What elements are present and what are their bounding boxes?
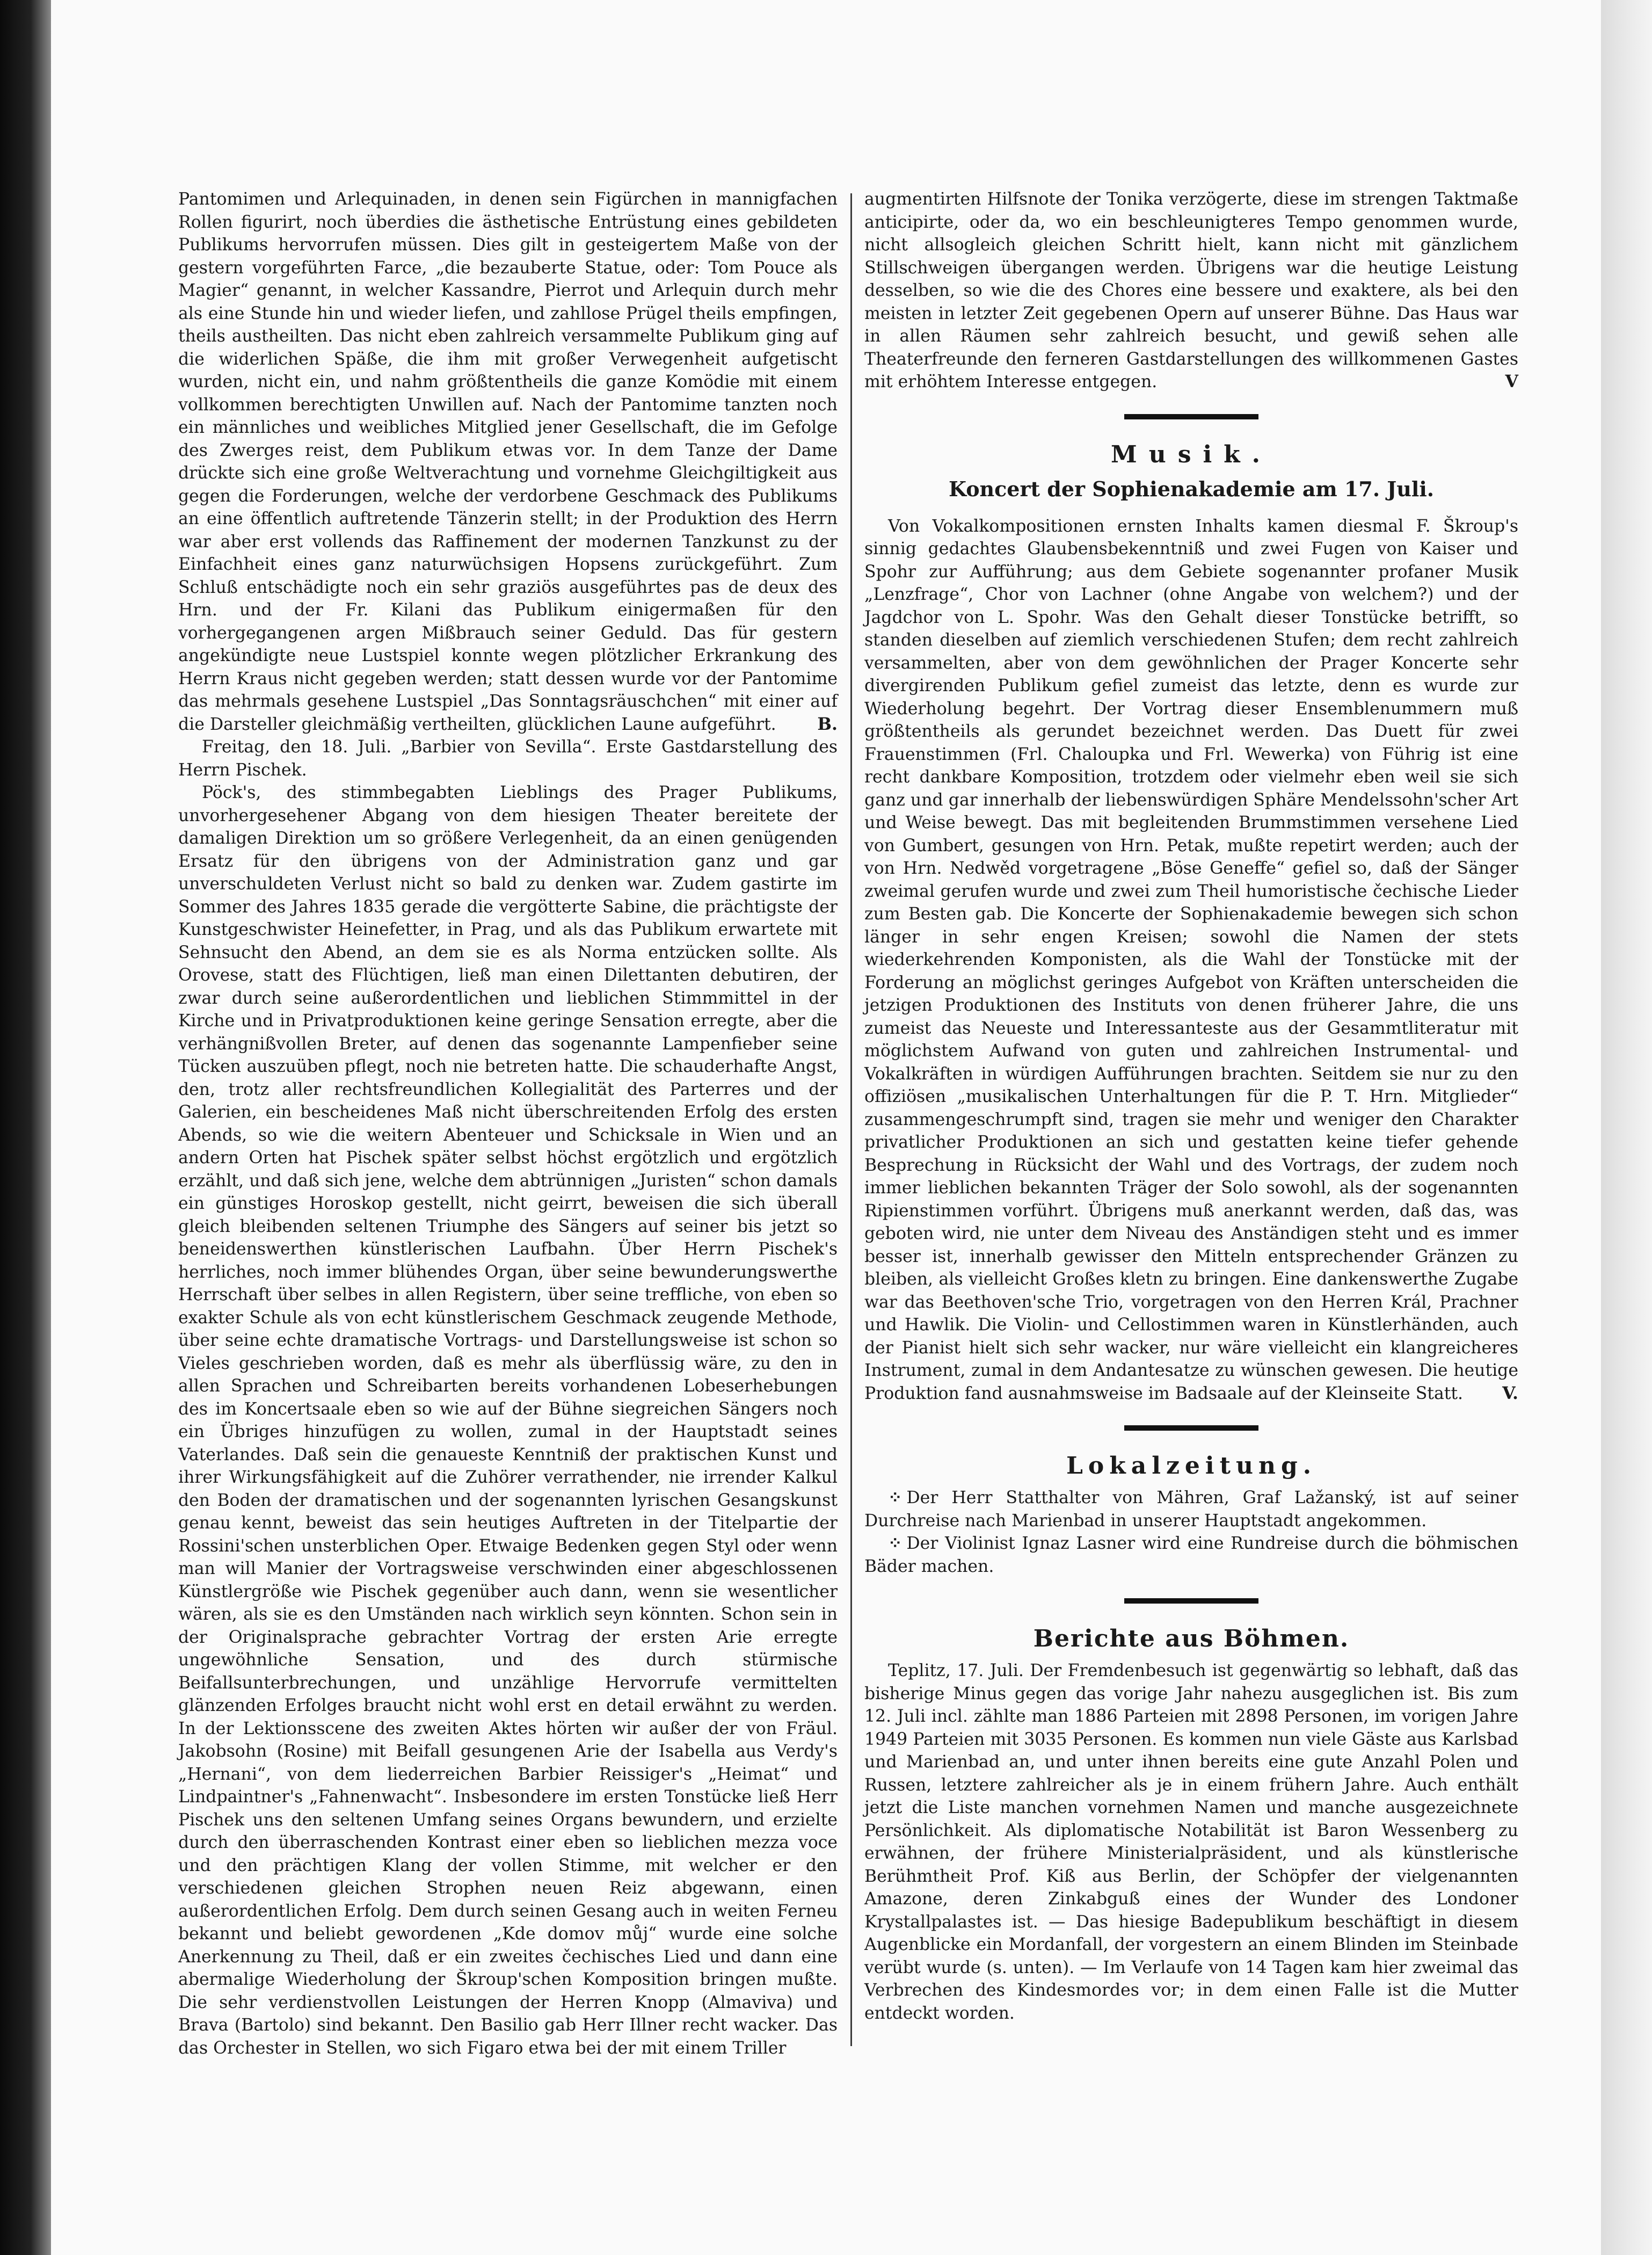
- newspaper-page: [51, 0, 1601, 2255]
- scan-left-edge: [0, 0, 51, 2255]
- local-news-heading: Lokalzeitung.: [1066, 1452, 1317, 1480]
- music-concert-review-text: Von Vokalkompositionen ernsten Inhalts kamen diesmal F. Škroup's sinnig gedachtes Glaubensbekenntniß und zwei Fugen von Kaiser und Spohr zur Aufführung; aus dem Gebiete sogenannter profaner Musik „Lenzfrage“, Chor von Lachner (ohne Angabe von welchem?) und der Jagdchor von L. Spohr. Was den Gehalt dieser Tonstücke betrifft, so standen dieselben auf ziemlich verschiedenen Stufen; dem recht zahlreich versammelten, aber von dem gewöhnlichen der Prager Koncerte sehr divergirenden Publikum gefiel zumeist das letzte, denn es wurde zur Wiederholung begehrt. Der Vortrag dieser Ensemblenummern muß größtentheils als gerundet bezeichnet werden. Das Duett für zwei Frauenstimmen (Frl. Chaloupka und Frl. Wewerka) von Führig ist eine recht dankbare Komposition, trotzdem oder vielmehr eben weil sie sich ganz und gar innerhalb der liebenswürdigen Sphäre Mendelssohn'scher Art und Weise bewegt. Das mit begleitenden Brummstimmen versehene Lied von Gumbert, gesungen von Hrn. Petak, mußte repetirt werden; auch der von Hrn. Nedwěd vorgetragene „Böse Geneffe“ gefiel so, daß der Sänger zweimal gerufen wurde und zwei zum Theil humoristische čechische Lieder zum Besten gab. Die Koncerte der Sophienakademie bewegen sich schon länger in sehr engen Kreisen; sowohl die Namen der stets wiederkehrenden Komponisten, als die Wahl der Tonstücke mit der Forderung an möglichst geringes Aufgebot von Kräften unterscheiden die jetzigen Produktionen des Instituts von denen früherer Jahre, die uns zumeist das Neueste und Interessanteste aus der Gesammtliteratur mit möglichstem Aufwand von guten und zahlreichen Instrumental- und Vokalkräften in würdigen Aufführungen brachten. Seitdem sie nur zu den offiziösen „musikalischen Unterhaltungen für die P. T. Hrn. Mitglieder“ zusammengeschrumpft sind, tragen sie mehr und weniger den Charakter privatlicher Produktionen an sich und gestatten keine tiefer gehende Besprechung in Rücksicht der Wahl und des Vortrags, der zudem noch immer lieblichen bekannten Träger der Solo sowohl, als der sogenannten Ripienstimmen vorführt. Übrigens muß anerkannt werden, daß das, was geboten wird, nie unter dem Niveau des Anständigen steht und es immer besser ist, innerhalb gewisser den Mitteln entsprechender Gränzen zu bleiben, als vielleicht Großes kletn zu bringen. Eine dankenswerthe Zugabe war das Beethoven'sche Trio, vorgetragen von den Herren Král, Prachner und Hawlik. Die Violin- und Cellostimmen waren in Künstlerhänden, auch der Pianist hielt sich sehr wacker, nur wäre vielleicht ein klangreicheres Instrument, zumal in dem Andantesatze zu wünschen gewesen. Die heutige Produktion fand ausnahmsweise im Badsaale auf der Kleinseite Statt.: [864, 516, 1518, 1403]
- scan-right-edge: [1599, 0, 1652, 2255]
- teplitz-report: Teplitz, 17. Juli. Der Fremdenbesuch ist gegenwärtig so lebhaft, daß das bisherige Minus gegen das vorige Jahr nahezu ausgeglichen ist. Bis zum 12. Juli incl. zählte man 1886 Parteien mit 2898 Personen, im vorigen Jahre 1949 Parteien mit 3035 Personen. Es kommen nun viele Gäste aus Karlsbad und Marienbad an, und unter ihnen bereits eine gute Anzahl Polen und Russen, letztere zahlreicher als je in einem frühern Jahre. Auch enthält jetzt die Liste manchen vornehmen Namen und manche ausgezeichnete Persönlichkeit. Als diplomatische Notabilität ist Baron Wessenberg zu erwähnen, der frühere Ministerialpräsident, und als künstlerische Berühmtheit Prof. Kiß aus Berlin, der Schöpfer der vielgenannten Amazone, deren Zinkabguß eines der Wunder des Londoner Krystallpalastes ist. — Das hiesige Badepublikum beschäftigt in diesem Augenblicke ein Mordanfall, der vorgestern an einem Blinden im Steinbade verübt wurde (s. unten). — Im Verlaufe von 14 Tagen kam hier zweimal das Verbrechen des Kindesmordes vor; in dem einen Falle ist die Mutter entdeckt worden.: [864, 1661, 1518, 2023]
- theatre-review-tom-pouce: [178, 188, 838, 736]
- section-rule-music: [1124, 414, 1258, 419]
- music-concert-signature: V.: [1502, 1383, 1518, 1403]
- barbier-review-text: Pöck's, des stimmbegabten Lieblings des Prager Publikums, unvorhergesehener Abgang von dem hiesigen Theater bereitete der damaligen Direktion um so größere Verlegenheit, da an einen genügenden Ersatz für den übrigens von der Administration ganz und gar unverschuldeten Verlust nicht so bald zu denken war. Zudem gastirte im Sommer des Jahres 1835 gerade die vergötterte Sabine, die prächtigste der Kunstgeschwister Heinefetter, in Prag, und als das Publikum erwartete mit Sehnsucht den Abend, an dem sie es als Norma entzücken sollte. Als Orovese, statt des Flüchtigen, ließ man einen Dilettanten debutiren, der zwar durch seine außerordentlichen und lieblichen Stimmmittel in der Kirche und in Privatproduktionen keine geringe Sensation erregte, aber die verhängnißvollen Breter, auf denen das sogenannte Lampenfieber seine Tücken auszuüben pflegt, noch nie betreten hatte. Die schauderhafte Angst, den, trotz aller rechtsfreundlichen Kollegialität des Parterres und der Galerien, ein bescheidenes Maß nicht überschreitenden Erfolg des ersten Abends, so wie die weitern Abenteuer und Schicksale in Wien und an andern Orten hat Pischek später selbst höchst ergötzlich und ergötzlich erzählt, und daß sich jene, welche dem abtrünnigen „Juristen“ schon damals ein günstiges Horoskop gestellt, nicht geirrt, beweisen die sich überall gleich bleibenden seltenen Triumphe des Sängers auf seiner bis jetzt so beneidenswerthen künstlerischen Laufbahn. Über Herrn Pischek's herrliches, noch immer blühendes Organ, über seine bewunderungswerthe Herrschaft über selbes in allen Registern, über seine treffliche, von eben so exakter Schule als von echt künstlerischem Geschmack zeugende Methode, über seine echte dramatische Vortrags- und Darstellungsweise ist schon so Vieles geschrieben worden, daß es mehr als überflüssig wäre, zu den in allen Sprachen und Schreibarten bereits vorhandenen Lobeserhebungen des im Koncertsaale eben so wie auf der Bühne siegreichen Sängers noch ein Übriges hinzufügen zu wollen, zumal in der Hauptstadt seines Vaterlandes. Daß sein die genaueste Kenntniß der praktischen Kunst und ihrer Wirkungsfähigkeit auf die Zuhörer verrathender, nie irrender Kalkul den Boden der dramatischen und der sogenannten lyrischen Gesangskunst genau kennt, beweist das sein heutiges Auftreten in der Titelpartie der Rossini'schen unsterblichen Oper. Etwaige Bedenken gegen Styl oder wenn man will Manier der Vortragsweise verschwinden einer abgeschlossenen Künstlergröße wie Pischek gegenüber auch dann, wenn sie wesentlicher wären, als sie es den Umständen nach wirklich seyn könnten. Schon sein in der Originalsprache gebrachter Vortrag der ersten Arie erregte ungewöhnliche Sensation, und des durch stürmische Beifallsunterbrechungen, und unzählige Hervorrufe vermittelten glänzenden Erfolges braucht nicht wohl erst en detail erwähnt zu werden. In der Lektionsscene des zweiten Aktes hörten wir außer der von Fräul. Jakobsohn (Rosine) mit Beifall gesungenen Arie der Isabella aus Verdy's „Hernani“, von dem liederreichen Barbier Reissiger's „Heimat“ und Lindpaintner's „Fahnenwacht“. Insbesondere im ersten Tonstücke ließ Herr Pischek uns den seltenen Umfang seines Organs bewundern, und erzielte durch den überraschenden Kontrast einer eben so lieblichen mezza voce und den prächtigen Klang der vollen Stimme, mit welcher er den verschiedenen gleichen Strophen neuen Reiz abgewann, einen außerordentlichen Erfolg. Dem durch seinen Gesang auch in weiten Ferneu bekannt und beliebt gewordenen „Kde domov můj“ wurde eine solche Anerkennung zu Theil, daß er ein zweites čechisches Lied und dann eine abermalige Wiederholung der Škroup'schen Komposition bringen mußte. Die sehr verdienstvollen Leistungen der Herren Knopp (Almaviva) und Brava (Bartolo) sind bekannt. Den Basilio gab Herr Illner recht wacker. Das das Orchester in Stellen, wo sich Figaro etwa bei der mit einem Triller: [178, 783, 838, 2058]
- barbier-review-continuation-text: augmentirten Hilfsnote der Tonika verzögerte, diese im strengen Taktmaße anticipirte, oder da, wo ein beschleunigteres Tempo genommen wurde, nicht allsogleich gleichen Schritt hielt, kann nicht mit gänzlichem Stillschweigen übergangen werden. Übrigens war die heutige Leistung desselben, so wie die des Chores eine bessere und exaktere, als bei den meisten in letzter Zeit gegebenen Opern auf unserer Bühne. Das Haus war in allen Räumen sehr zahlreich besucht, und gewiß sehen alle Theaterfreunde den ferneren Gastdarstellungen des willkommenen Gastes mit erhöhtem Interesse entgegen.: [864, 190, 1518, 391]
- left-column: [178, 188, 838, 2060]
- local-notice-governor-text: Der Herr Statthalter von Mähren, Graf Lažanský, ist auf seiner Durchreise nach Marienbad in unserer Hauptstadt angekommen.: [864, 1488, 1518, 1531]
- notice-bullet-icon: ⁘: [888, 1533, 903, 1553]
- column-divider: [850, 193, 852, 2046]
- local-notice-violinist: [864, 1532, 1518, 1578]
- theatre-review-text: Pantomimen und Arlequinaden, in denen sein Figürchen in mannigfachen Rollen figurirt, noch überdies die ästhetische Entrüstung eines gebildeten Publikums hervorrufen müssen. Dies gilt in gesteigertem Maße von der gestern vorgeführten Farce, „die bezauberte Statue, oder: Tom Pouce als Magier“ genannt, in welcher Kassandre, Pierrot und Arlequin durch mehr als eine Stunde hin und wieder liefen, und zahllose Prügel theils empfingen, theils austheilten. Das nicht eben zahlreich versammelte Publikum ging auf die widerlichen Späße, die ihm mit großer Verwegenheit aufgetischt wurden, nicht ein, und nahm größtentheils die ganze Komödie mit einem vollkommen berechtigten Unwillen auf. Nach der Pantomime tanzten noch ein männliches und weibliches Mitglied jener Gesellschaft, die im Gefolge des Zwerges reist, dem Publikum etwas vor. In dem Tanze der Dame drückte sich eine große Weltverachtung und vornehme Gleichgiltigkeit aus gegen die Forderungen, welche der verdorbene Geschmack des Publikums an eine öffentlich auftretende Tänzerin stellt; in der Produktion des Herrn war aber erst vollends das Raffinement der modernen Tanzkunst zu der Einfachheit eines ganz naturwüchsigen Hopsens zurückgeführt. Zum Schluß entschädigte noch ein sehr graziös ausgeführtes pas de deux des Hrn. und der Fr. Kilani das Publikum einigermaßen für den vorhergegangenen argen Mißbrauch seiner Geduld. Das für gestern angekündigte neue Lustspiel konnte wegen plötzlicher Erkrankung des Herrn Kraus nicht gegeben werden; statt dessen wurde vor der Pantomime das mehrmals gesehene Lustspiel „Das Sonntagsräuschchen“ mit einer auf die Darsteller gleichmäßig vertheilten, glücklichen Laune aufgeführt.: [178, 190, 838, 734]
- music-section-heading: Musik.: [1111, 440, 1272, 468]
- notice-bullet-icon: ⁘: [888, 1488, 903, 1507]
- music-concert-subheading: Koncert der Sophienakademie am 17. Juli.: [949, 476, 1434, 501]
- music-concert-review: [864, 515, 1518, 1405]
- barbier-review-signature: V: [1505, 372, 1518, 391]
- section-rule-bohemia: [1124, 1598, 1258, 1604]
- local-notice-governor: [864, 1487, 1518, 1532]
- section-rule-local: [1124, 1425, 1258, 1431]
- bohemia-reports-heading: Berichte aus Böhmen.: [1033, 1625, 1350, 1652]
- barbier-review-dateline: Freitag, den 18. Juli. „Barbier von Sevilla“. Erste Gastdarstellung des Herrn Pischek.: [178, 737, 838, 780]
- right-column: [864, 188, 1518, 2025]
- barbier-review-continuation: [864, 188, 1518, 394]
- theatre-review-signature: B.: [817, 714, 838, 734]
- local-notice-violinist-text: Der Violinist Ignaz Lasner wird eine Rundreise durch die böhmischen Bäder machen.: [864, 1534, 1518, 1576]
